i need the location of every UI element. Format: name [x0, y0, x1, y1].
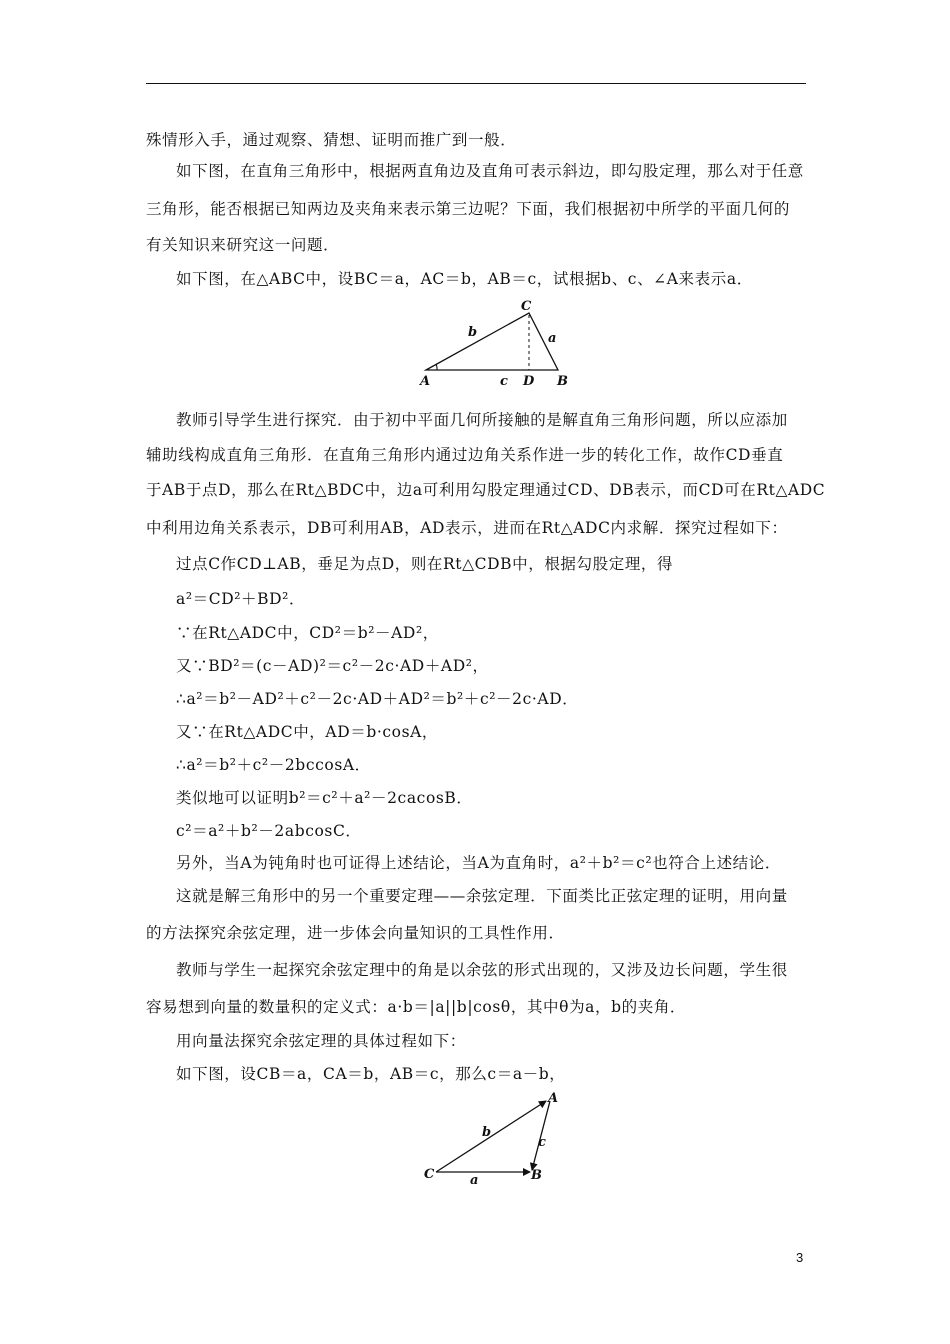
text-line: 又∵BD²＝(c－AD)²＝c²－2c·AD＋AD²， [176, 657, 489, 675]
angle-a-arc [436, 364, 437, 370]
text-line: 过点C作CD⊥AB，垂足为点D，则在Rt△CDB中，根据勾股定理，得 [176, 555, 674, 573]
text-line: a²＝CD²＋BD²． [176, 590, 306, 608]
triangle-figure-1 [412, 294, 584, 390]
label-a-vertex: A [548, 1091, 559, 1106]
label-b-vertex: B [531, 1168, 542, 1183]
text-line: 于AB于点D，那么在Rt△BDC中，边a可利用勾股定理通过CD、DB表示，而CD可在Rt△ADC [146, 481, 826, 499]
header-rule [146, 83, 806, 84]
label-a-side: a [548, 331, 557, 346]
text-line: ∵在Rt△ADC中，CD²＝b²－AD²， [176, 624, 439, 642]
text-line: 另外，当A为钝角时也可证得上述结论，当A为直角时，a²＋b²＝c²也符合上述结论． [176, 854, 781, 872]
text-line: 中利用边角关系表示，DB可利用AB，AD表示，进而在Rt△ADC内求解．探究过程如下： [146, 519, 788, 537]
page-number: 3 [796, 1250, 804, 1265]
text-line: 教师引导学生进行探究．由于初中平面几何所接触的是解直角三角形问题，所以应添加 [176, 411, 788, 429]
label-c-vertex: C [424, 1167, 435, 1182]
label-b-vector: b [482, 1125, 492, 1140]
label-c-vertex: C [521, 299, 532, 314]
label-a-vector: a [470, 1173, 479, 1188]
text-line: c²＝a²＋b²－2abcosC． [176, 822, 362, 840]
text-line: 这就是解三角形中的另一个重要定理——余弦定理．下面类比正弦定理的证明，用向量 [176, 887, 788, 905]
text-line: 类似地可以证明b²＝c²＋a²－2cacosB． [176, 789, 473, 807]
label-c-vector: c [538, 1135, 546, 1150]
text-line: 如下图，设CB＝a，CA＝b，AB＝c，那么c＝a－b， [176, 1065, 566, 1083]
triangle-abc [426, 313, 558, 370]
label-c-side: c [500, 374, 508, 389]
text-line: 教师与学生一起探究余弦定理中的角是以余弦的形式出现的，又涉及边长问题，学生很 [176, 961, 788, 979]
text-line: 辅助线构成直角三角形．在直角三角形内通过边角关系作进一步的转化工作，故作CD垂直 [146, 446, 784, 464]
text-line: 容易想到向量的数量积的定义式：a·b＝|a||b|cosθ，其中θ为a，b的夹角． [146, 998, 687, 1016]
text-line: ∴a²＝b²－AD²＋c²－2c·AD＋AD²＝b²＋c²－2c·AD． [176, 690, 579, 708]
label-d-point: D [523, 374, 535, 389]
text-line: 又∵在Rt△ADC中，AD＝b·cosA， [176, 723, 439, 741]
text-line: ∴a²＝b²＋c²－2bccosA． [176, 756, 371, 774]
label-b-vertex: B [557, 374, 568, 389]
label-a-vertex: A [420, 374, 431, 389]
text-line: 殊情形入手，通过观察、猜想、证明而推广到一般． [146, 131, 517, 149]
vector-triangle-figure-2 [420, 1088, 570, 1188]
text-line: 的方法探究余弦定理，进一步体会向量知识的工具性作用． [146, 924, 565, 942]
text-line: 如下图，在直角三角形中，根据两直角边及直角可表示斜边，即勾股定理，那么对于任意 [176, 162, 804, 180]
label-b-side: b [468, 325, 478, 340]
text-line: 如下图，在△ABC中，设BC＝a，AC＝b，AB＝c，试根据b、c、∠A来表示a． [176, 270, 753, 288]
text-line: 用向量法探究余弦定理的具体过程如下： [176, 1032, 466, 1050]
text-line: 三角形，能否根据已知两边及夹角来表示第三边呢？下面，我们根据初中所学的平面几何的 [146, 200, 791, 218]
text-line: 有关知识来研究这一问题． [146, 236, 340, 254]
